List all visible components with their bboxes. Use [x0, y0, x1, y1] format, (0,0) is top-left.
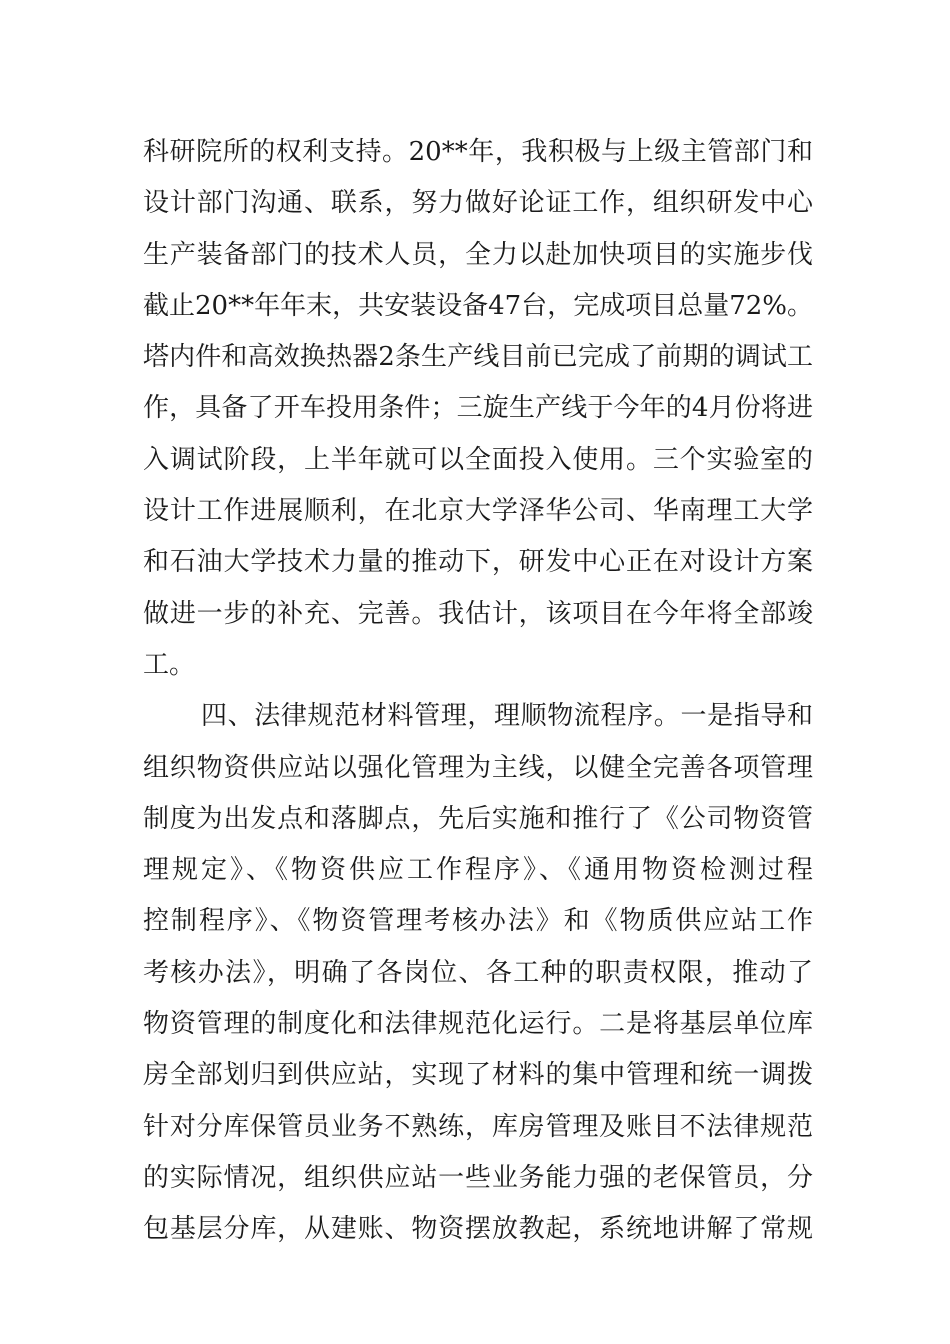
- text-line: 设计工作进展顺利，在北京大学泽华公司、华南理工大学: [143, 496, 813, 527]
- text-line: 设计部门沟通、联系，努力做好论证工作，组织研发中心: [143, 188, 813, 219]
- document-body: [143, 127, 813, 1256]
- text-line: 物资管理的制度化和法律规范化运行。二是将基层单位库: [143, 1009, 813, 1040]
- text-line: 控制程序》、《物资管理考核办法》和《物质供应站工作: [143, 906, 813, 937]
- text-line: 组织物资供应站以强化管理为主线，以健全完善各项管理: [143, 752, 813, 783]
- text-line: 和石油大学技术力量的推动下，研发中心正在对设计方案: [143, 547, 813, 578]
- text-line: 考核办法》，明确了各岗位、各工种的职责权限，推动了: [143, 957, 813, 988]
- text-line: 理规定》、《物资供应工作程序》、《通用物资检测过程: [143, 855, 813, 886]
- text-line: 包基层分库，从建账、物资摆放教起，系统地讲解了常规: [143, 1214, 813, 1245]
- text-line: 的实际情况，组织供应站一些业务能力强的老保管员，分: [143, 1162, 813, 1193]
- text-line: 生产装备部门的技术人员，全力以赴加快项目的实施步伐: [143, 239, 813, 270]
- text-line: 塔内件和高效换热器2条生产线目前已完成了前期的调试工: [143, 342, 813, 373]
- text-line: 针对分库保管员业务不熟练，库房管理及账目不法律规范: [143, 1111, 813, 1142]
- text-line: 制度为出发点和落脚点，先后实施和推行了《公司物资管: [143, 803, 813, 834]
- text-line: 截止20**年年末，共安装设备47台，完成项目总量72%。: [143, 290, 813, 321]
- text-line: 作，具备了开车投用条件；三旋生产线于今年的4月份将进: [143, 393, 813, 424]
- section-heading-line: 四、法律规范材料管理，理顺物流程序。一是指导和: [201, 701, 813, 732]
- paragraph-end-line: 工。: [143, 649, 196, 680]
- text-line: 做进一步的补充、完善。我估计，该项目在今年将全部竣: [143, 598, 813, 629]
- text-line: 房全部划归到供应站，实现了材料的集中管理和统一调拨: [143, 1060, 813, 1091]
- text-line: 入调试阶段，上半年就可以全面投入使用。三个实验室的: [143, 444, 813, 475]
- text-line: 科研院所的权利支持。20**年，我积极与上级主管部门和: [143, 137, 813, 167]
